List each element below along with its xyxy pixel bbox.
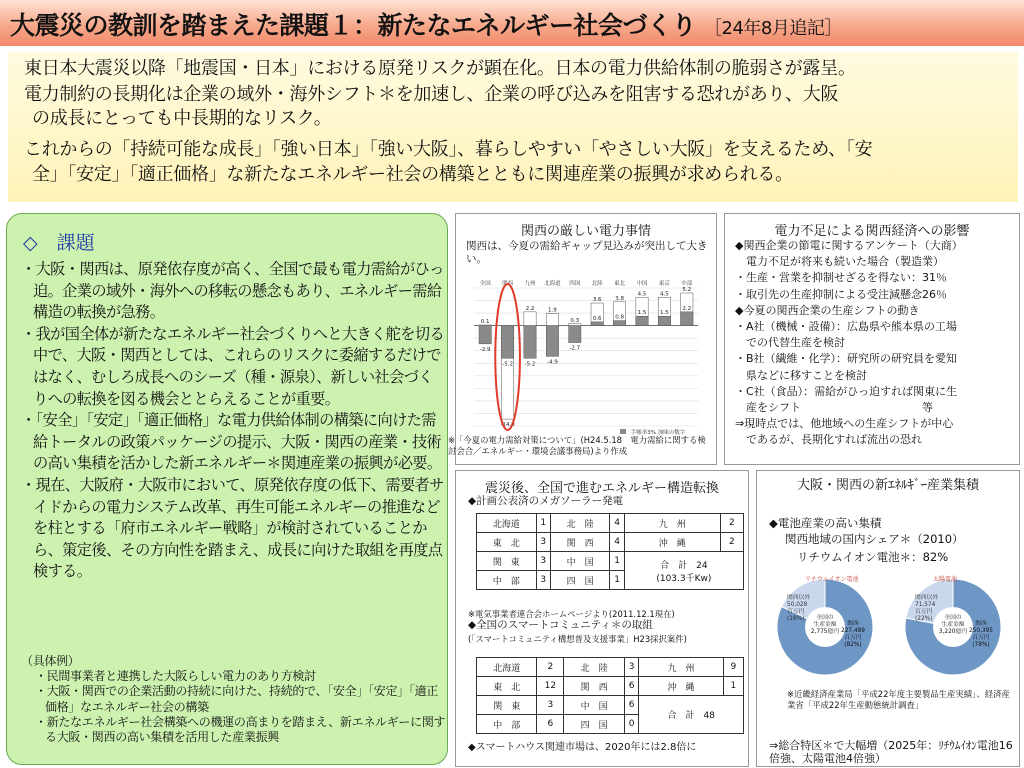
table-cell: 6	[537, 715, 564, 734]
bar-value-label: 1.5	[637, 310, 647, 317]
table-cell: 四 国	[564, 715, 624, 734]
bar	[636, 316, 648, 325]
table-cell: 2	[537, 658, 564, 677]
impact-line: での代替生産を検討	[735, 336, 845, 350]
impact-line: 産をシフト 等	[735, 401, 933, 415]
pie-label: 227,489	[841, 628, 865, 634]
impact-line: 電力不足が将来も続いた場合（製造業）	[735, 255, 944, 269]
table-cell: 東 北	[477, 533, 537, 552]
pie-label: 関西	[847, 621, 859, 627]
table-cell: 1	[536, 514, 550, 533]
transform-panel-title: 震災後、全国で進むエネルギー構造転換	[484, 481, 719, 496]
table-cell: 関 西	[564, 677, 624, 696]
table-cell: 4	[610, 533, 624, 552]
pie-label: 71,574	[915, 602, 936, 608]
issue-bullet: ・我が国全体が新たなエネルギー社会づくりへと大きく舵を切る中で、大阪・関西としては、これらのリスクに委縮するだけではなく、むしろ成長へのシーズ（種・源泉）、新しい社会づくりへの転換を図る機会ととらえることが重要。	[21, 324, 445, 408]
pie-label: 生産金額	[813, 622, 837, 628]
impact-line: ・A社（機械・設備）：広島県や熊本県の工場	[735, 320, 958, 334]
bar	[501, 326, 513, 359]
table-cell: 6	[624, 696, 639, 715]
pie-label: 関西以外	[915, 595, 939, 601]
table-cell: 中 部	[477, 571, 537, 590]
bar-value-label: 3.8	[615, 295, 624, 302]
bar-value-label: 0.3	[570, 317, 580, 324]
intro-line-1: 東日本大震災以降「地震国・日本」における原発リスクが顕在化。日本の電力供給体制の脆弱さが露呈。	[24, 58, 856, 79]
impact-line: ・取引先の生産抑制による受注減懸念26％	[735, 287, 947, 301]
pie-label: 百万円	[915, 609, 933, 615]
bar-value-label: -2.9	[479, 346, 491, 353]
industry-panel-title: 大阪・関西の新ｴﾈﾙｷﾞｰ産業集積	[796, 478, 979, 493]
category-label: 北陸	[591, 281, 603, 287]
bar	[524, 312, 536, 326]
bar-value-label: 4.5	[637, 291, 647, 298]
bar-value-label: 2.2	[682, 305, 692, 312]
bar-value-label: 0.1	[480, 319, 490, 326]
table-cell: 1	[610, 571, 624, 590]
impact-line: ◆今夏の関西企業の生産シフトの動き	[735, 303, 920, 317]
pie-label: 百万円	[844, 635, 862, 641]
category-label: 中部	[681, 281, 693, 287]
bar	[546, 314, 558, 326]
table-cell: 12	[537, 677, 564, 696]
table-cell: 沖 縄	[624, 533, 720, 552]
bar-value-label: -4.9	[547, 359, 558, 366]
table-cell: 北 陸	[550, 514, 610, 533]
bar-value-label: -5.2	[524, 361, 536, 368]
category-label: 東北	[614, 281, 626, 287]
title-bar	[0, 0, 1024, 46]
example-item: ・大阪・関西での企業活動の持続に向けた、持続的で、「安全」「安定」「適正価格」なエネルギー社会の構築	[35, 684, 438, 714]
table-cell: 3	[536, 571, 550, 590]
smartcommunity-table	[476, 657, 744, 734]
bar	[479, 326, 491, 344]
table-cell: 3	[536, 533, 550, 552]
bar-value-label: 3.6	[592, 297, 602, 304]
battery-heading: ◆電池産業の高い集積	[769, 516, 882, 530]
megasolar-heading: ◆計画公表済のメガソーラー発電	[468, 495, 624, 507]
example-item: ・民間事業者と連携した大阪らしい電力のあり方検討	[35, 669, 316, 684]
bar	[591, 322, 603, 326]
special-zone-note: ⇒総合特区＊で大幅増（2025年：ﾘﾁｳﾑｲｵﾝ電池16倍強、太陽電池4倍強）	[769, 739, 1013, 765]
issue-bullet: ・「安全」「安定」「適正価格」な電力供給体制の構築に向けた需給トータルの政策パッケージの提示、大阪・関西の産業・技術の高い集積を活かした新エネルギー＊関連産業の振興が必要。	[21, 411, 442, 473]
impact-line: ・生産・営業を抑制せざるを得ない：31％	[735, 271, 947, 285]
industry-source: ※近畿経済産業局「平成22年度主要製品生産実績」、経済産業省「平成22年生産動態統計調査」	[787, 689, 1010, 710]
table-cell: 九 州	[624, 514, 720, 533]
table-cell: 九 州	[639, 658, 723, 677]
power-panel-title: 関西の厳しい電力事情	[520, 224, 651, 239]
bar	[524, 326, 536, 359]
chart-legend: 手帳率3% 加味の数字	[630, 430, 686, 436]
issue-bullet: ・現在、大阪府・大阪市において、原発依存度の低下、需要者サイドからの電力システム改革、再生可能エネルギーの推進などを柱とする「府市エネルギー戦略」が検討されていることから、策定後、その方向性を踏まえ、成長に向けた取組を再度点検する。	[21, 475, 444, 581]
table-cell: 関 東	[477, 696, 537, 715]
impact-line: ・B社（繊維・化学）：研究所の研究員を愛知	[735, 352, 958, 366]
impact-line: 県などに移すことを検討	[735, 368, 867, 382]
pie-label: 2,775億円	[810, 629, 840, 635]
table-cell: 東 北	[477, 677, 537, 696]
pie-label: (18%)	[787, 616, 805, 622]
megasolar-note: ※電気事業者連合会ホームページより(2011.12.1現在)	[468, 609, 675, 619]
table-cell: 四 国	[550, 571, 610, 590]
bar-value-label: -5.2	[502, 361, 513, 368]
table-cell: 3	[536, 552, 550, 571]
share-heading: 関西地域の国内シェア＊（2010）	[785, 532, 964, 546]
pie-label: 全国の	[944, 615, 962, 621]
megasolar-table	[476, 513, 744, 590]
bar	[658, 316, 670, 325]
examples-list	[21, 654, 446, 745]
table-cell: 9	[723, 658, 743, 677]
smartcommunity-note: (「スマートコミュニティ構想普及支援事業」H23採択案件)	[468, 634, 687, 644]
category-label: 北海道	[544, 281, 561, 287]
bar	[546, 326, 558, 357]
pie-label: 全国の	[816, 615, 834, 621]
bar-value-label: 0.6	[592, 315, 602, 322]
legend-swatch	[620, 429, 626, 434]
pie-label: 50,028	[787, 602, 808, 608]
intro-line-3: の成長にとっても中長期的なリスク。	[32, 108, 332, 129]
smartcommunity-heading: ◆全国のスマートコミュニティ＊の取組	[468, 619, 653, 631]
table-cell: 0	[624, 715, 639, 734]
pie-label: (78%)	[972, 642, 990, 648]
impact-lines	[735, 238, 1015, 449]
bar-value-label: -14.9	[500, 422, 515, 429]
category-label: 東京	[658, 281, 670, 287]
page-title	[10, 6, 842, 42]
table-cell: 2	[720, 533, 743, 552]
category-label: 九州	[524, 281, 536, 287]
bar-value-label: 1.5	[660, 310, 669, 317]
pie-label: 百万円	[972, 635, 990, 641]
impact-line: ◆関西企業の節電に関するアンケート（大商）	[735, 239, 963, 252]
power-caption: 関西は、今夏の需給ギャップ見込みが突出して大きい。	[466, 240, 708, 265]
table-cell: 2	[720, 514, 743, 533]
share-pies	[763, 565, 1013, 685]
share-value: リチウムイオン電池＊：82%	[797, 550, 949, 564]
bar	[569, 326, 581, 343]
table-cell: 1	[723, 677, 743, 696]
transform-panel	[455, 470, 749, 767]
bar-value-label: 4.5	[660, 291, 669, 298]
intro-line-4: これからの「持続可能な成長」「強い日本」「強い大阪」、暮らしやすい「やさしい大阪」を支えるため、「安	[24, 139, 873, 160]
issues-panel	[6, 213, 448, 765]
bar-value-label: -2.7	[569, 345, 581, 352]
title-date-note: ［24年8月追記］	[704, 18, 842, 39]
pie-label: (82%)	[844, 642, 862, 648]
table-cell: 4	[610, 514, 624, 533]
pie-title: リチウムイオン電池	[805, 576, 859, 583]
impact-line: ・C社（食品）：需給がひっ迫すれば関東に生	[735, 384, 958, 398]
table-total-cell: 合 計 48	[639, 696, 744, 734]
table-cell: 6	[624, 677, 639, 696]
impact-line: であるが、長期化すれば流出の恐れ	[735, 433, 922, 447]
bar	[613, 321, 625, 326]
table-cell: 3	[624, 658, 639, 677]
bar	[569, 324, 581, 326]
impact-line: ⇒現時点では、他地域への生産シフトが中心	[735, 417, 954, 431]
industry-panel	[756, 470, 1020, 767]
category-label: 四国	[569, 281, 581, 287]
issues-title: ◇ 課題	[23, 232, 95, 254]
table-cell: 3	[537, 696, 564, 715]
examples-heading: （具体例）	[21, 654, 80, 668]
issue-bullet: ・大阪・関西は、原発依存度が高く、全国で最も電力需給がひっ迫。企業の域外・海外への移転の懸念もあり、エネルギー需給構造の転換が急務。	[21, 260, 444, 322]
table-total-cell: 合 計 24 (103.3千Kw)	[624, 552, 743, 590]
bar-value-label: 2.2	[525, 305, 535, 312]
intro-box	[8, 52, 1018, 202]
table-cell: 関 西	[550, 533, 610, 552]
issues-list	[21, 259, 446, 583]
table-cell: 関 東	[477, 552, 537, 571]
table-cell: 沖 縄	[639, 677, 723, 696]
pie-label: 生産金額	[941, 622, 965, 628]
power-gap-chart	[466, 276, 706, 436]
smarthouse-note: ◆スマートハウス関連市場は、2020年には2.8倍に	[468, 742, 697, 753]
table-cell: 北 陸	[564, 658, 624, 677]
impact-panel-title: 電力不足による関西経済への影響	[774, 224, 970, 239]
bar-value-label: 5.2	[682, 287, 692, 294]
pie-label: 関西	[975, 621, 987, 627]
intro-line-2: 電力制約の長期化は企業の域外・海外シフト＊を加速し、企業の呼び込みを阻害する恐れがあり、大阪	[24, 84, 839, 105]
table-cell: 中 部	[477, 715, 537, 734]
impact-panel	[724, 213, 1020, 465]
pie-title: 太陽電池	[933, 576, 958, 583]
title-main: 大震災の教訓を踏まえた課題１：新たなエネルギー社会づくり	[10, 11, 697, 40]
pie-label: 3,220億円	[938, 629, 968, 635]
pie-label: 関西以外	[787, 595, 811, 601]
category-label: 中国	[636, 281, 648, 287]
table-cell: 中 国	[550, 552, 610, 571]
table-cell: 北海道	[477, 658, 537, 677]
bar-value-label: 0.8	[615, 314, 624, 321]
power-source: ※「今夏の電力需給対策について」(H24.5.18 電力需給に関する検討会合／エネルギー・環境会議事務局)より作成	[448, 435, 706, 456]
intro-line-5: 全」「安定」「適正価格」な新たなエネルギー社会の構築とともに関連産業の振興が求められる。	[32, 164, 793, 185]
pie-label: (22%)	[915, 616, 933, 622]
table-cell: 1	[610, 552, 624, 571]
pie-label: 百万円	[787, 609, 805, 615]
pie-label: 250,395	[969, 628, 993, 634]
table-cell: 北海道	[477, 514, 537, 533]
power-panel	[448, 213, 717, 465]
table-cell: 中 国	[564, 696, 624, 715]
example-item: ・新たなエネルギー社会構築への機運の高まりを踏まえ、新エネルギーに関する大阪・関西の高い集積を活用した産業振興	[35, 714, 446, 745]
bar	[681, 312, 693, 326]
bar-value-label: 1.9	[548, 307, 557, 314]
category-label: 関西	[502, 281, 514, 287]
category-label: 全国	[479, 281, 491, 287]
